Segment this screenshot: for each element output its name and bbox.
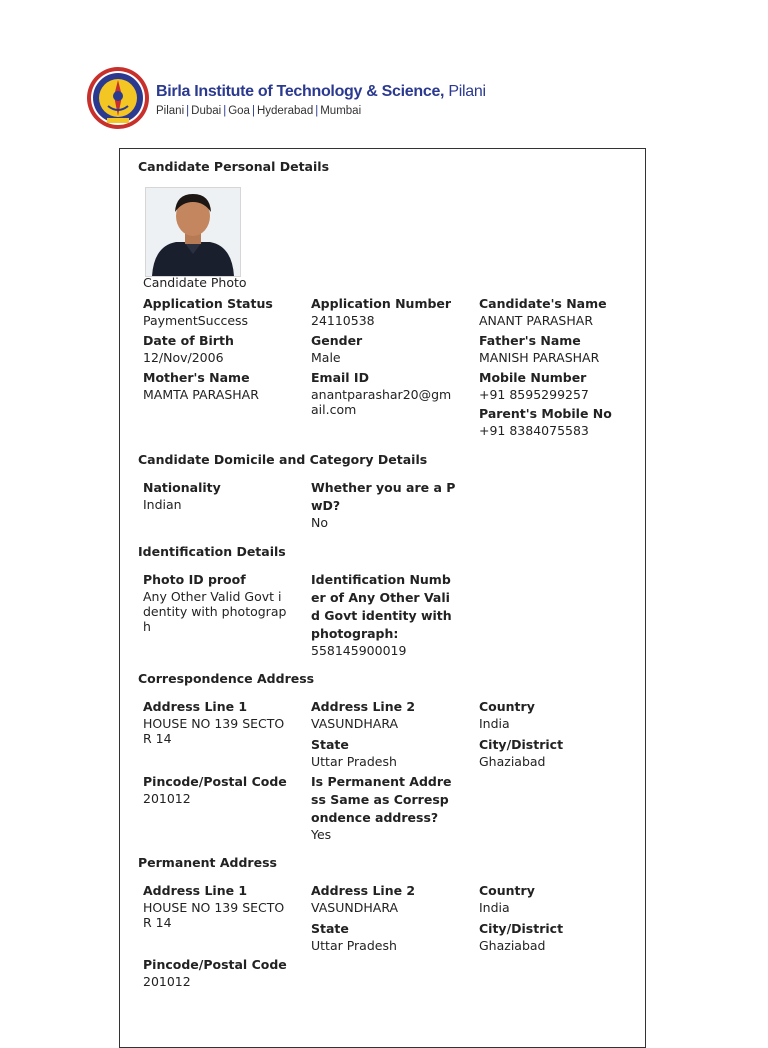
mother-name-field: Mother's Name MAMTA PARASHAR [143, 370, 259, 402]
perm-address-line2-field: Address Line 2 VASUNDHARA [311, 883, 416, 915]
corr-state-field: State Uttar Pradesh [311, 737, 397, 769]
correspondence-section-title: Correspondence Address [138, 671, 315, 686]
candidate-name-field: Candidate's Name ANANT PARASHAR [479, 296, 607, 328]
perm-pincode-field: Pincode/Postal Code 201012 [143, 957, 287, 989]
identification-section-title: Identification Details [138, 544, 286, 559]
nationality-field: Nationality Indian [143, 480, 221, 512]
bits-logo [86, 66, 150, 130]
father-name-field: Father's Name MANISH PARASHAR [479, 333, 600, 365]
application-status-field: Application Status PaymentSuccess [143, 296, 273, 328]
permanent-section-title: Permanent Address [138, 855, 277, 870]
page-header [86, 66, 606, 130]
application-details-card [119, 148, 646, 1048]
candidate-photo [145, 187, 241, 277]
permanent-same-as-correspondence-field: Is Permanent Address Same as Correspondence address? Yes [311, 774, 452, 842]
corr-address-line1-field: Address Line 1 HOUSE NO 139 SECTOR 14 [143, 699, 285, 746]
domicile-section-title: Candidate Domicile and Category Details [138, 452, 428, 467]
perm-address-line1-field: Address Line 1 HOUSE NO 139 SECTOR 14 [143, 883, 285, 930]
dob-field: Date of Birth 12/Nov/2006 [143, 333, 234, 365]
mobile-field: Mobile Number +91 8595299257 [479, 370, 589, 402]
perm-country-field: Country India [479, 883, 535, 915]
email-field: Email ID anantparashar20@gmail.com [311, 370, 452, 417]
personal-details-title: Candidate Personal Details [138, 159, 330, 174]
corr-country-field: Country India [479, 699, 535, 731]
perm-state-field: State Uttar Pradesh [311, 921, 397, 953]
pwd-field: Whether you are a PwD? No [311, 480, 456, 530]
photo-caption: Candidate Photo [143, 275, 247, 290]
corr-city-field: City/District Ghaziabad [479, 737, 564, 769]
campus-list: Pilani | Dubai | Goa | Hyderabad | Mumbai [156, 105, 362, 117]
institute-name: Birla Institute of Technology & Science, Pilani [156, 83, 486, 100]
gender-field: Gender Male [311, 333, 363, 365]
photo-id-proof-field: Photo ID proof Any Other Valid Govt identity with photograph [143, 572, 287, 634]
parent-mobile-field: Parent's Mobile No +91 8384075583 [479, 406, 612, 438]
corr-pincode-field: Pincode/Postal Code 201012 [143, 774, 287, 806]
identification-number-field: Identification Number of Any Other Valid Govt identity with photograph: 558145900019 [311, 572, 452, 658]
application-number-field: Application Number 24110538 [311, 296, 452, 328]
corr-address-line2-field: Address Line 2 VASUNDHARA [311, 699, 416, 731]
perm-city-field: City/District Ghaziabad [479, 921, 564, 953]
